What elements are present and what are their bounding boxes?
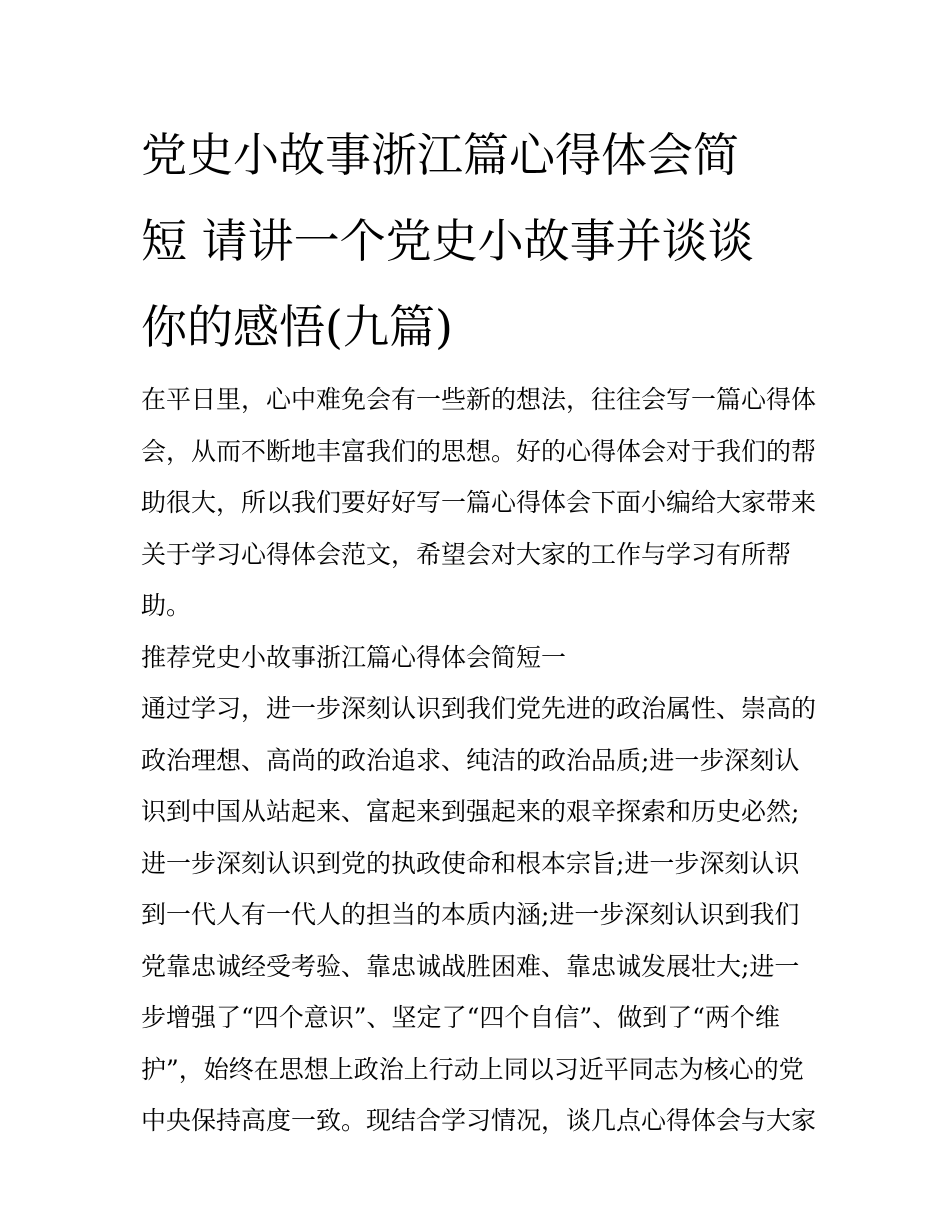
body-line: 助。 bbox=[141, 591, 192, 620]
document-body bbox=[141, 374, 817, 1147]
body-line: 会，从而不断地丰富我们的思想。好的心得体会对于我们的帮 bbox=[141, 436, 817, 466]
body-line: 政治理想、高尚的政治追求、纯洁的政治品质;进一步深刻认 bbox=[141, 745, 800, 775]
body-line: 在平日里，心中难免会有一些新的想法，往往会写一篇心得体 bbox=[141, 385, 817, 414]
body-line: 关于学习心得体会范文，希望会对大家的工作与学习有所帮 bbox=[141, 539, 792, 569]
body-line: 识到中国从站起来、富起来到强起来的艰辛探索和历史必然; bbox=[141, 797, 800, 826]
body-line: 党靠忠诚经受考验、靠忠诚战胜困难、靠忠诚发展壮大;进一 bbox=[141, 951, 800, 981]
title-line: 你的感悟(九篇) bbox=[141, 300, 453, 354]
body-line: 中央保持高度一致。现结合学习情况，谈几点心得体会与大家 bbox=[141, 1106, 817, 1135]
title-line: 党史小故事浙江篇心得体会简 bbox=[141, 128, 739, 182]
body-line: 进一步深刻认识到党的执政使命和根本宗旨;进一步深刻认识 bbox=[141, 848, 800, 878]
title-line: 短 请讲一个党史小故事并谈谈 bbox=[141, 214, 754, 268]
document-title bbox=[141, 112, 813, 370]
body-line: 通过学习，进一步深刻认识到我们党先进的政治属性、崇高的 bbox=[141, 694, 817, 723]
body-line: 步增强了“四个意识”、坚定了“四个自信”、做到了“两个维 bbox=[141, 1003, 780, 1032]
body-line: 助很大，所以我们要好好写一篇心得体会下面小编给大家带来 bbox=[141, 488, 817, 517]
body-line: 护”，始终在思想上政治上行动上同以习近平同志为核心的党 bbox=[141, 1054, 804, 1084]
section-heading: 推荐党史小故事浙江篇心得体会简短一 bbox=[141, 642, 567, 672]
document-content bbox=[141, 112, 817, 1147]
body-line: 到一代人有一代人的担当的本质内涵;进一步深刻认识到我们 bbox=[141, 900, 800, 929]
